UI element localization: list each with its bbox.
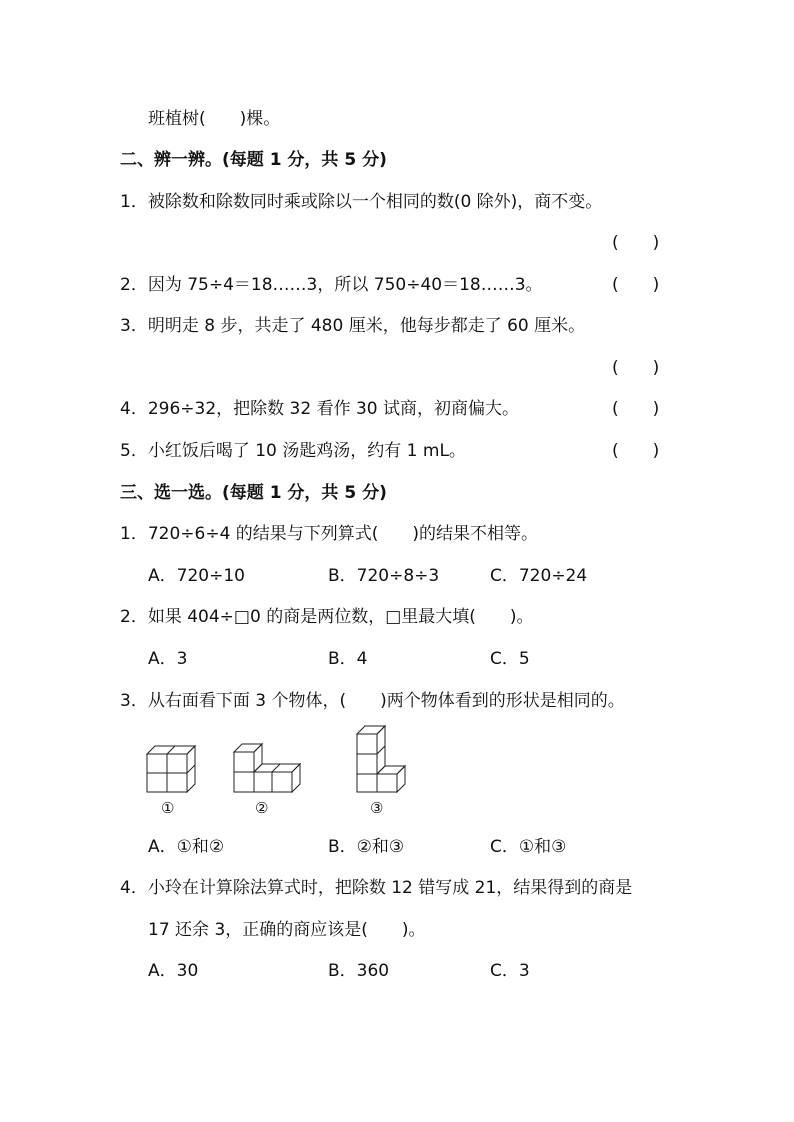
s2-item-4: 4．296÷32，把除数 32 看作 30 试商，初商偏大。 xyxy=(120,399,520,419)
s2-item-2-answer[interactable]: ( ) xyxy=(612,275,660,295)
s3-q2: 2．如果 404÷□0 的商是两位数，□里最大填( )。 xyxy=(120,607,534,627)
s3-q4-line2: 17 还余 3，正确的商应该是( )。 xyxy=(148,920,426,940)
s2-item-5-answer[interactable]: ( ) xyxy=(612,441,660,461)
s3-q1-option-c[interactable]: C．720÷24 xyxy=(490,566,588,586)
s3-q3-option-a[interactable]: A．①和② xyxy=(148,837,225,857)
s3-q4-option-c[interactable]: C．3 xyxy=(490,961,530,981)
s3-q4-option-b[interactable]: B．360 xyxy=(328,961,390,981)
s3-q1-option-a[interactable]: A．720÷10 xyxy=(148,566,245,586)
s3-q3-option-b[interactable]: B．②和③ xyxy=(328,837,405,857)
s3-q2-option-b[interactable]: B．4 xyxy=(328,649,368,669)
s3-q2-option-a[interactable]: A．3 xyxy=(148,649,188,669)
s2-item-4-answer[interactable]: ( ) xyxy=(612,399,660,419)
s3-q1-option-b[interactable]: B．720÷8÷3 xyxy=(328,566,440,586)
s3-q2-option-c[interactable]: C．5 xyxy=(490,649,530,669)
s2-item-5: 5．小红饭后喝了 10 汤匙鸡汤，约有 1 mL。 xyxy=(120,441,466,461)
s3-q3-option-c[interactable]: C．①和③ xyxy=(490,837,567,857)
s2-item-1: 1．被除数和除数同时乘或除以一个相同的数(0 除外)，商不变。 xyxy=(120,192,603,212)
cube-figure-3 xyxy=(355,724,407,794)
s3-q4: 4．小玲在计算除法算式时，把除数 12 错写成 21，结果得到的商是 xyxy=(120,878,633,898)
figure-label-2: ② xyxy=(255,799,269,817)
s3-q1: 1．720÷6÷4 的结果与下列算式( )的结果不相等。 xyxy=(120,524,539,544)
top-line: 班植树( )棵。 xyxy=(148,109,281,129)
figure-label-3: ③ xyxy=(370,799,384,817)
s2-item-3-answer[interactable]: ( ) xyxy=(612,358,660,378)
s2-item-3: 3．明明走 8 步，共走了 480 厘米，他每步都走了 60 厘米。 xyxy=(120,316,586,336)
cube-figure-2 xyxy=(232,742,302,794)
section2-heading: 二、辨一辨。(每题 1 分，共 5 分) xyxy=(120,150,387,170)
s3-q4-option-a[interactable]: A．30 xyxy=(148,961,199,981)
s3-q3: 3．从右面看下面 3 个物体，( )两个物体看到的形状是相同的。 xyxy=(120,691,625,711)
cube-figure-1 xyxy=(145,744,197,794)
s2-item-2: 2．因为 75÷4＝18……3，所以 750÷40＝18……3。 xyxy=(120,275,543,295)
figure-label-1: ① xyxy=(161,799,175,817)
section3-heading: 三、选一选。(每题 1 分，共 5 分) xyxy=(120,483,387,503)
s2-item-1-answer[interactable]: ( ) xyxy=(612,233,660,253)
